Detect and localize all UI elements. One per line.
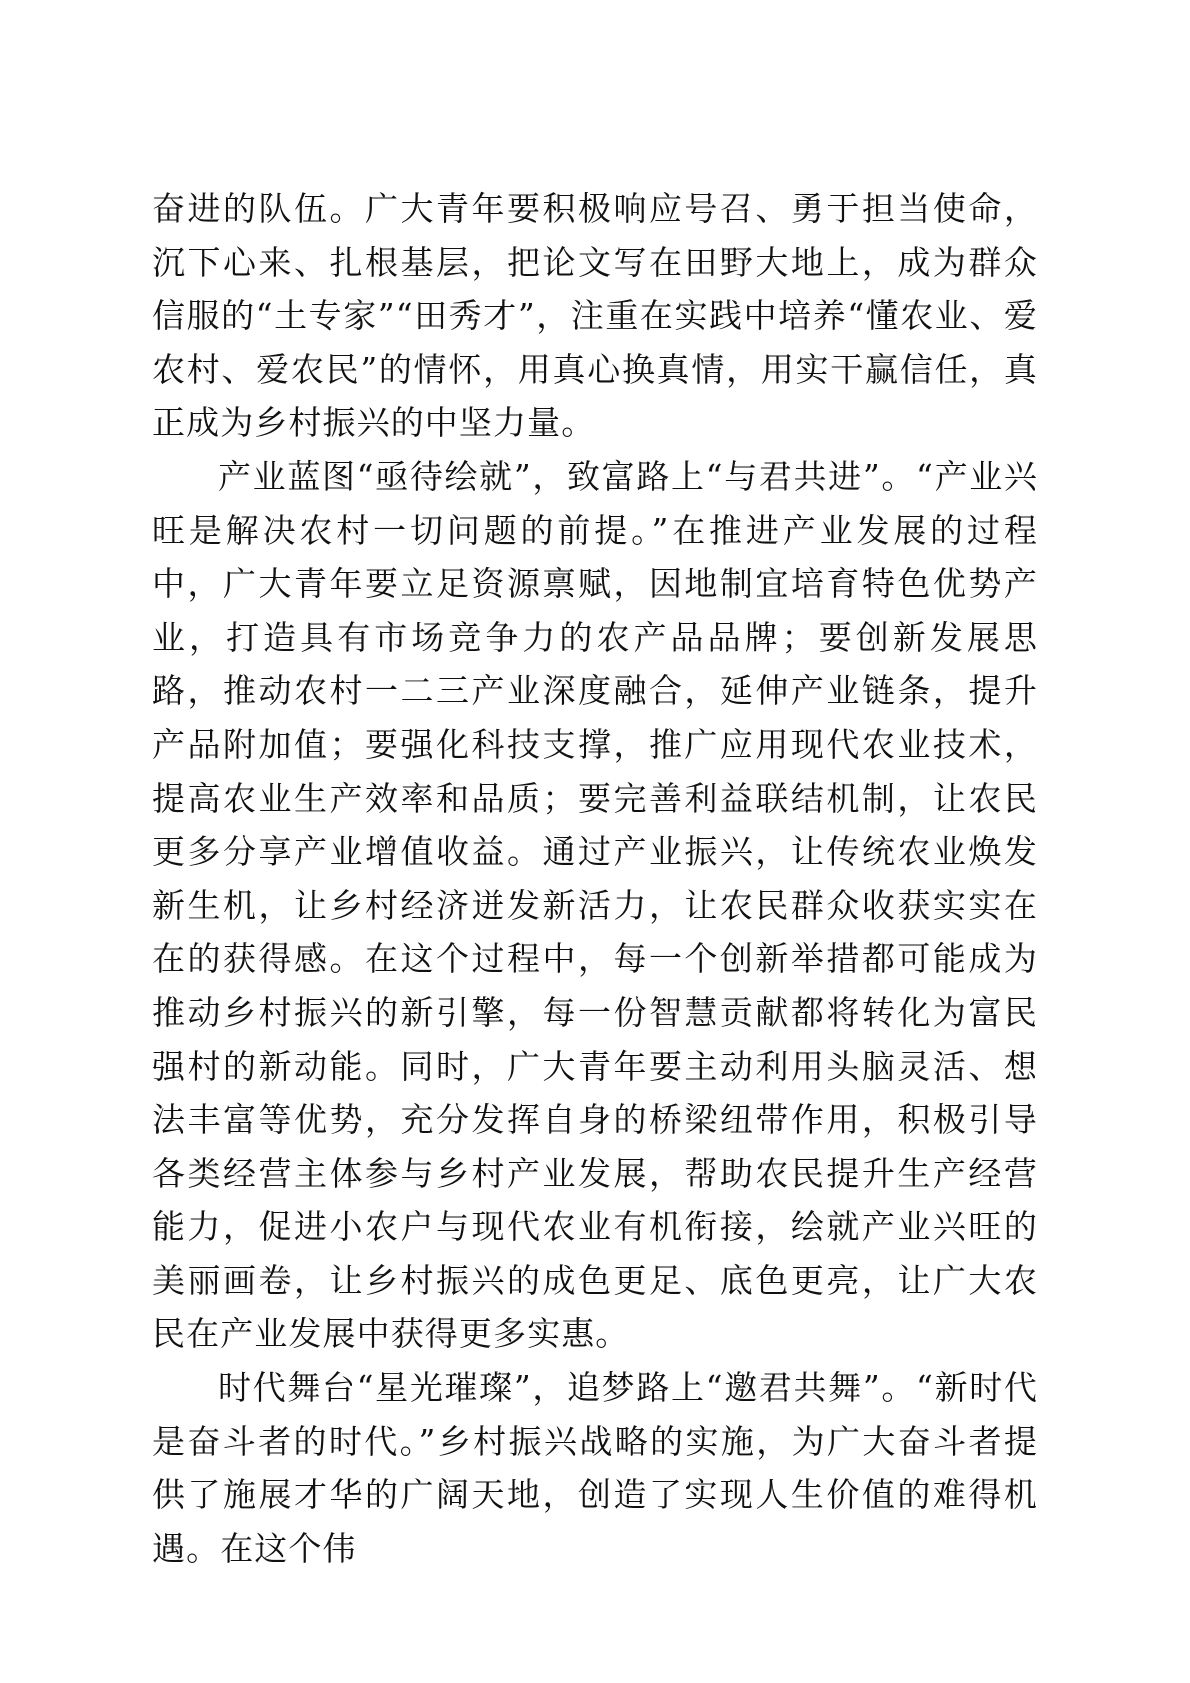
paragraph-industry: 产业蓝图“亟待绘就”，致富路上“与君共进”。“产业兴旺是解决农村一切问题的前提。”在推进产业发展的过程中，广大青年要立足资源禀赋，因地制宜培育特色优势产业，打造具有市场竞争力的农产品品牌；要创新发展思路，推动农村一二三产业深度融合，延伸产业链条，提升产品附加值；要强化科技支撑，推广应用现代农业技术，提高农业生产效率和品质；要完善利益联结机制，让农民更多分享产业增值收益。通过产业振兴，让传统农业焕发新生机，让乡村经济迸发新活力，让农民群众收获实实在在的获得感。在这个过程中，每一个创新举措都可能成为推动乡村振兴的新引擎，每一份智慧贡献都将转化为富民强村的新动能。同时，广大青年要主动利用头脑灵活、想法丰富等优势，充分发挥自身的桥梁纽带作用，积极引导各类经营主体参与乡村产业发展，帮助农民提升生产经营能力，促进小农户与现代农业有机衔接，绘就产业兴旺的美丽画卷，让乡村振兴的成色更足、底色更亮，让广大农民在产业发展中获得更多实惠。 [152, 456, 1038, 1354]
paragraph-era: 时代舞台“星光璀璨”，追梦路上“邀君共舞”。“新时代是奋斗者的时代。”乡村振兴战略的实施，为广大奋斗者提供了施展才华的广阔天地，创造了实现人生价值的难得机遇。在这个伟 [152, 1368, 1038, 1568]
body-text [152, 182, 1038, 1575]
paragraph-continuation: 奋进的队伍。广大青年要积极响应号召、勇于担当使命，沉下心来、扎根基层，把论文写在田野大地上，成为群众信服的“土专家”“田秀才”，注重在实践中培养“懂农业、爱农村、爱农民”的情怀，用真心换真情，用实干赢信任，真正成为乡村振兴的中坚力量。 [152, 189, 1038, 443]
